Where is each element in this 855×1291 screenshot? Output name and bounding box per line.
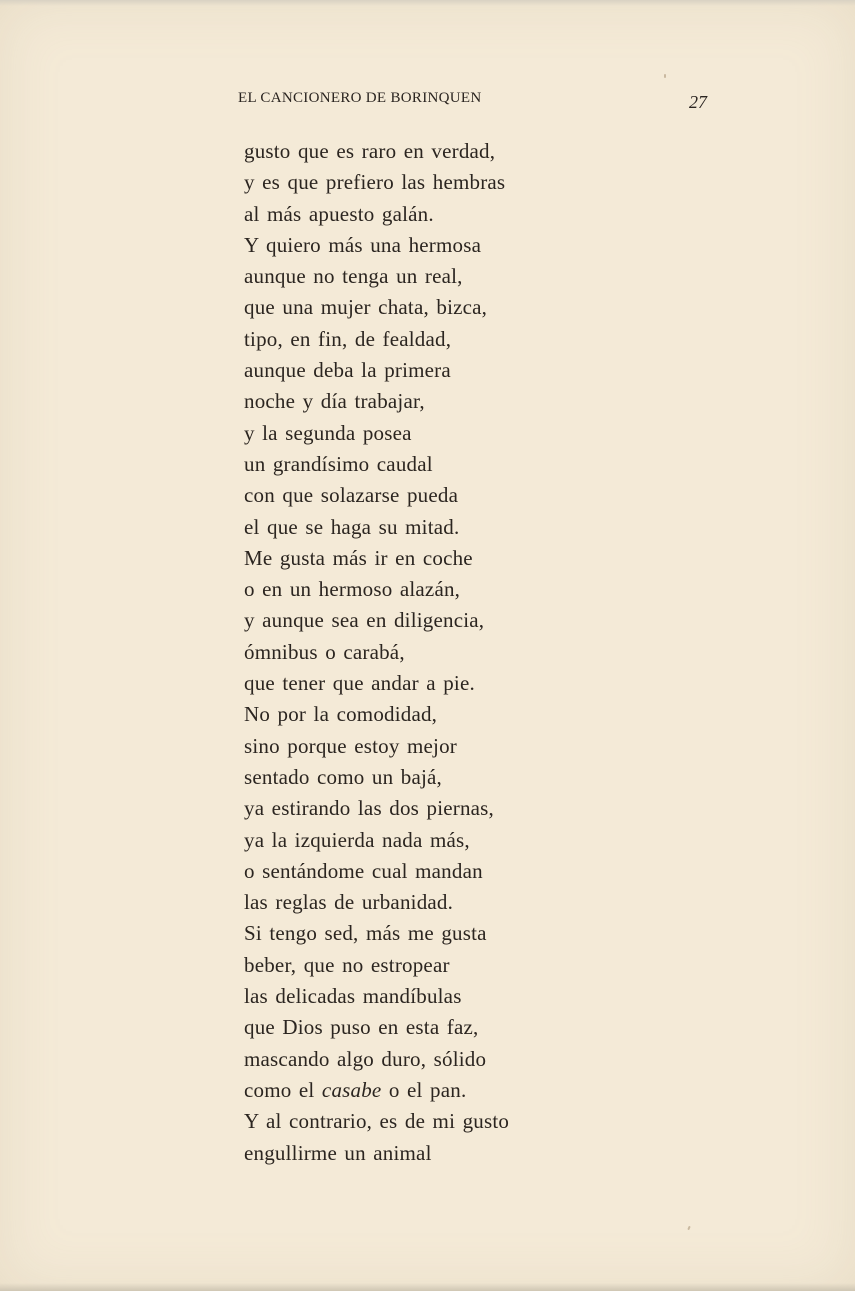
verse-line: las reglas de urbanidad. (244, 890, 454, 915)
verse-text: como el (244, 1077, 322, 1102)
italic-word: casabe (321, 1077, 382, 1102)
verse-line: No por la comodidad, (244, 702, 438, 727)
verse-line: las delicadas mandíbulas (244, 984, 462, 1009)
verse-line: ya la izquierda nada más, (244, 827, 470, 852)
verse-line: gusto que es raro en verdad, (244, 139, 496, 163)
verse-line: sino porque estoy mejor (244, 733, 457, 758)
verse-line: con que solazarse pueda (244, 483, 459, 508)
verse-line: que tener que andar a pie. (244, 671, 475, 696)
verse-line: ómnibus o carabá, (244, 639, 405, 664)
verse-line: beber, que no estropear (244, 952, 450, 977)
running-title: EL CANCIONERO DE BORINQUEN (238, 90, 482, 106)
verse-line: Si tengo sed, más me gusta (244, 921, 487, 946)
verse-line-casabe (244, 1075, 664, 1106)
verse-line: y aunque sea en diligencia, (244, 608, 485, 633)
verse-line: mascando algo duro, sólido (244, 1046, 487, 1071)
verse-line: Y al contrario, es de mi gusto (244, 1109, 510, 1134)
verse-line: noche y día trabajar, (244, 389, 425, 414)
poem-verse (244, 136, 664, 1169)
verse-line: aunque deba la primera (244, 358, 451, 383)
page-top-edge (0, 0, 855, 6)
verse-line: que una mujer chata, bizca, (244, 295, 488, 320)
verse-line: que Dios puso en esta faz, (244, 1015, 479, 1040)
verse-text: o el pan. (381, 1077, 467, 1102)
paper-speck (664, 74, 666, 78)
page-bottom-edge (0, 1283, 855, 1291)
verse-line: y la segunda posea (244, 420, 412, 445)
verse-line: sentado como un bajá, (244, 764, 442, 789)
verse-line: el que se haga su mitad. (244, 514, 460, 539)
verse-line: Me gusta más ir en coche (244, 545, 473, 570)
verse-line: un grandísimo caudal (244, 451, 433, 476)
paper-speck (687, 1226, 691, 1230)
verse-line: y es que prefiero las hembras (244, 170, 506, 195)
verse-line: Y quiero más una hermosa (244, 232, 482, 257)
verse-line: al más apuesto galán. (244, 201, 434, 226)
verse-line: tipo, en fin, de fealdad, (244, 326, 452, 351)
verse-line: o en un hermoso alazán, (244, 577, 461, 602)
verse-line: ya estirando las dos piernas, (244, 796, 494, 821)
verse-line: aunque no tenga un real, (244, 264, 463, 289)
verse-line: engullirme un animal (244, 1140, 432, 1165)
verse-line: o sentándome cual mandan (244, 858, 483, 883)
page-number: 27 (689, 92, 707, 112)
